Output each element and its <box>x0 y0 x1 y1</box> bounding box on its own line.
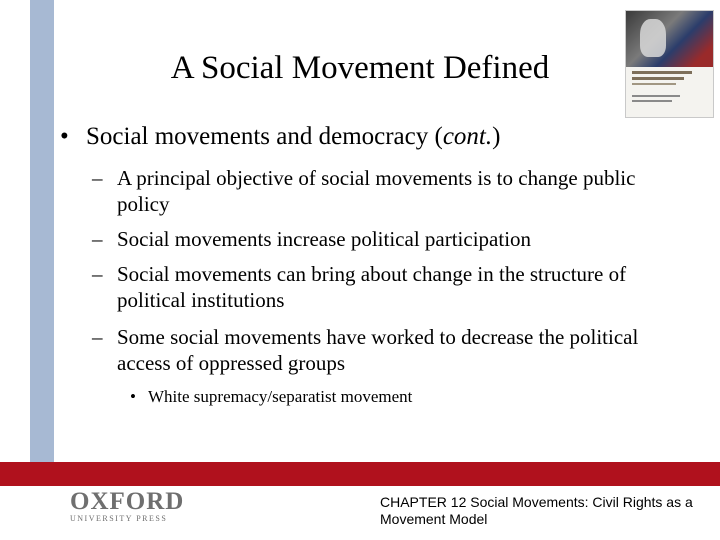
sub-bullet <box>92 226 677 252</box>
sub-bullet-text: Some social movements have worked to decrease the political access of oppressed groups <box>117 325 639 375</box>
footer-red-band <box>0 462 720 486</box>
bullet-main-text: Social movements and democracy (cont.) <box>86 123 501 150</box>
logo-main-text: OXFORD <box>70 488 185 515</box>
sub-bullet <box>92 261 677 313</box>
chapter-caption: CHAPTER 12 Social Movements: Civil Rights as a Movement Model <box>380 494 693 527</box>
book-cover-image <box>625 10 714 118</box>
sub-sub-bullet-text: White supremacy/separatist movement <box>148 387 413 406</box>
left-accent-bar <box>30 0 54 462</box>
bullet-icon: • <box>130 387 136 406</box>
oxford-logo <box>70 488 185 525</box>
dash-icon: – <box>92 262 103 286</box>
dash-icon: – <box>92 166 103 190</box>
logo-sub-text: UNIVERSITY PRESS <box>70 514 168 523</box>
sub-bullet <box>92 324 677 376</box>
sub-bullet-text: Social movements can bring about change in the structure of political institutions <box>117 262 627 312</box>
bullet-icon: • <box>60 123 69 150</box>
sub-bullet <box>92 165 677 217</box>
slide-title: A Social Movement Defined <box>170 50 550 86</box>
dash-icon: – <box>92 325 103 349</box>
raised-hand-graphic <box>640 19 666 57</box>
sub-bullet-text: A principal objective of social movements is to change public policy <box>117 166 636 216</box>
sub-bullet-text: Social movements increase political participation <box>117 227 532 251</box>
dash-icon: – <box>92 227 103 251</box>
